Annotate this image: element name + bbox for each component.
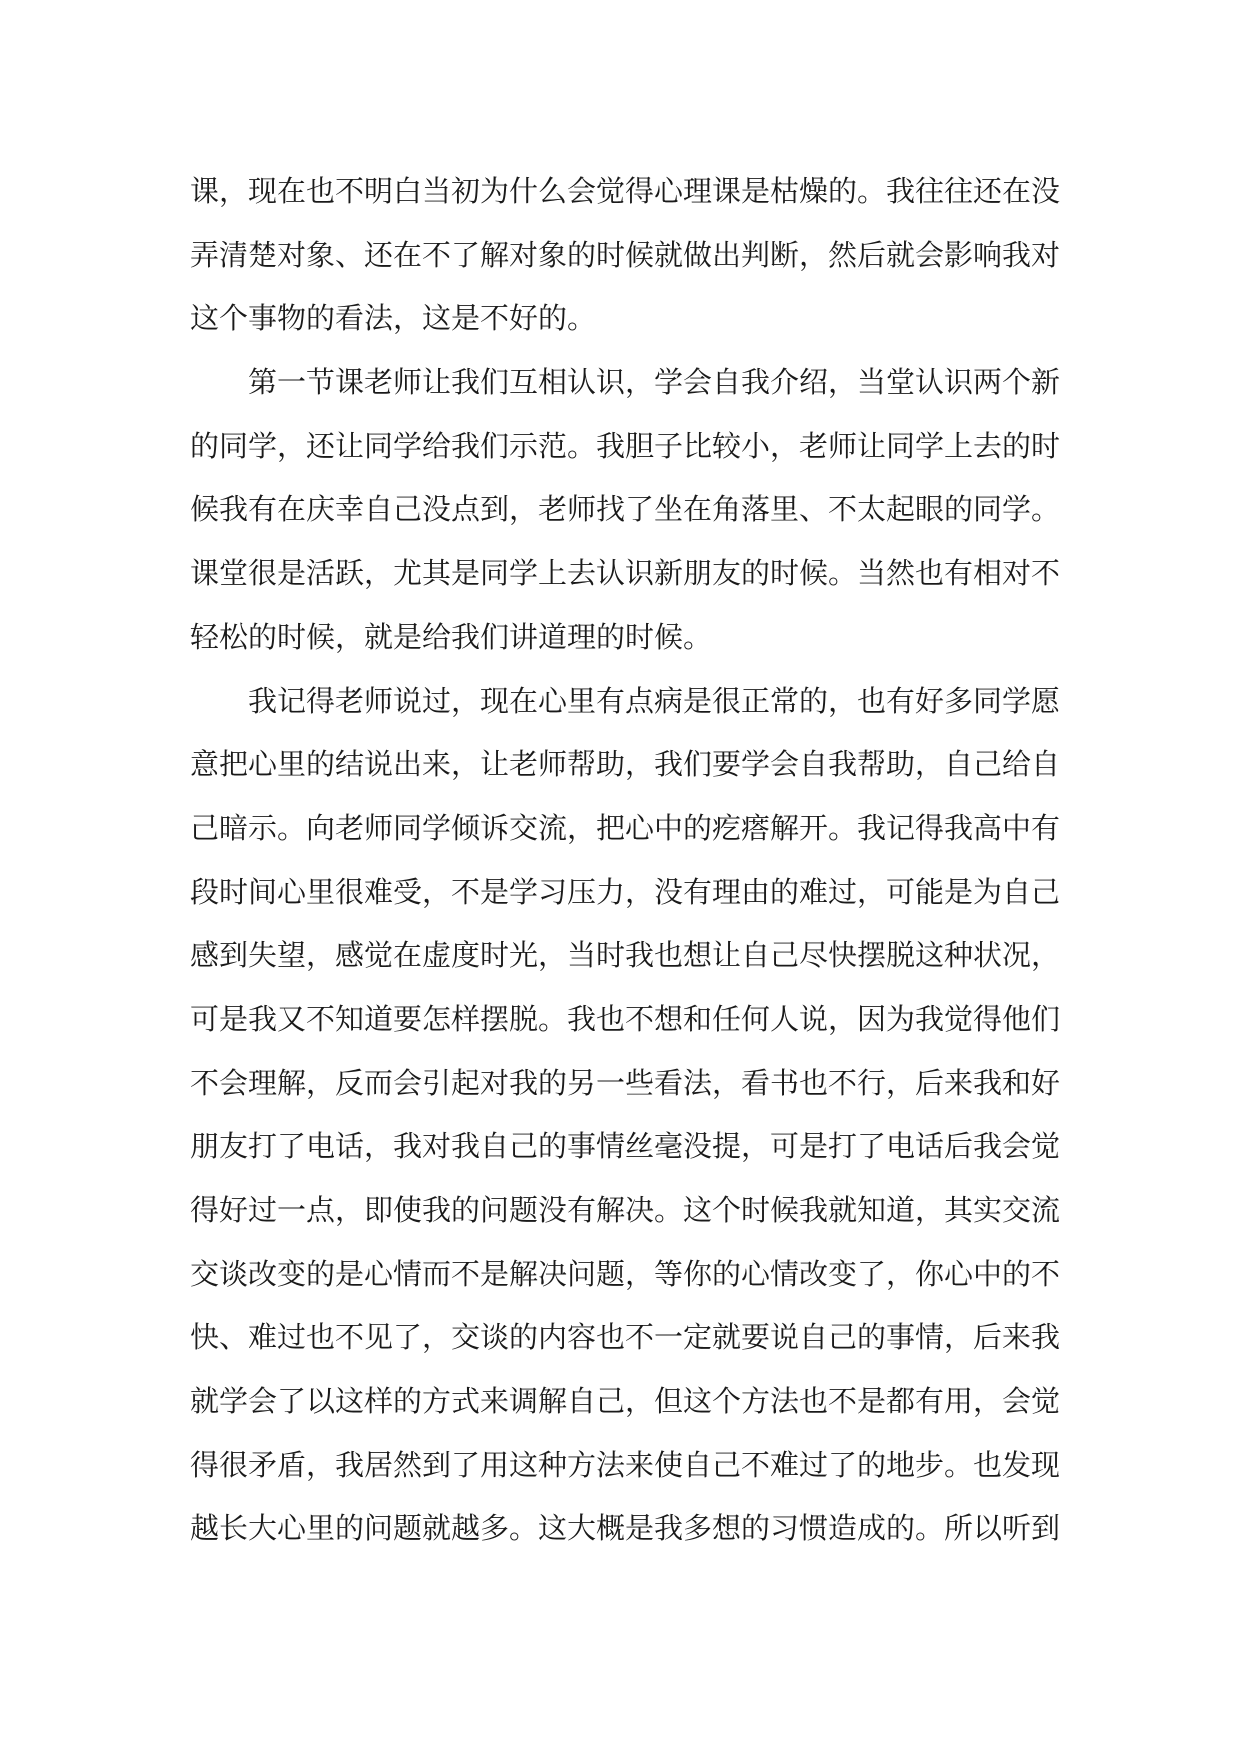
text-line: 的同学，还让同学给我们示范。我胆子比较小，老师让同学上去的时 — [190, 428, 1061, 463]
text-line: 段时间心里很难受，不是学习压力，没有理由的难过，可能是为自己 — [190, 874, 1061, 909]
text-line: 就学会了以这样的方式来调解自己，但这个方法也不是都有用，会觉 — [190, 1384, 1061, 1419]
text-line: 意把心里的结说出来，让老师帮助，我们要学会自我帮助，自己给自 — [190, 747, 1061, 782]
text-line: 己暗示。向老师同学倾诉交流，把心中的疙瘩解开。我记得我高中有 — [190, 810, 1061, 845]
text-line: 得很矛盾，我居然到了用这种方法来使自己不难过了的地步。也发现 — [190, 1447, 1061, 1482]
text-line: 交谈改变的是心情而不是解决问题，等你的心情改变了，你心中的不 — [190, 1256, 1061, 1291]
paragraph-1 — [190, 160, 1060, 351]
text-line: 可是我又不知道要怎样摆脱。我也不想和任何人说，因为我觉得他们 — [190, 1001, 1061, 1036]
text-line: 这个事物的看法，这是不好的。 — [190, 301, 597, 336]
text-line: 越长大心里的问题就越多。这大概是我多想的习惯造成的。所以听到 — [190, 1511, 1061, 1546]
text-line: 朋友打了电话，我对我自己的事情丝毫没提，可是打了电话后我会觉 — [190, 1129, 1061, 1164]
paragraph-3 — [190, 670, 1060, 1562]
text-line: 我记得老师说过，现在心里有点病是很正常的，也有好多同学愿 — [248, 683, 1061, 718]
text-line: 弄清楚对象、还在不了解对象的时候就做出判断，然后就会影响我对 — [190, 237, 1061, 272]
paragraph-2 — [190, 351, 1060, 669]
text-line: 轻松的时候，就是给我们讲道理的时候。 — [190, 619, 713, 654]
text-line: 不会理解，反而会引起对我的另一些看法，看书也不行，后来我和好 — [190, 1065, 1061, 1100]
text-line: 课，现在也不明白当初为什么会觉得心理课是枯燥的。我往往还在没 — [190, 174, 1061, 208]
text-line: 感到失望，感觉在虚度时光，当时我也想让自己尽快摆脱这种状况， — [190, 938, 1061, 973]
text-line: 候我有在庆幸自己没点到，老师找了坐在角落里、不太起眼的同学。 — [190, 492, 1061, 527]
text-line: 课堂很是活跃，尤其是同学上去认识新朋友的时候。当然也有相对不 — [190, 556, 1061, 591]
body-text — [190, 160, 1060, 1561]
text-line: 得好过一点，即使我的问题没有解决。这个时候我就知道，其实交流 — [190, 1193, 1061, 1227]
text-line: 快、难过也不见了，交谈的内容也不一定就要说自己的事情，后来我 — [190, 1320, 1061, 1355]
text-line: 第一节课老师让我们互相认识，学会自我介绍，当堂认识两个新 — [248, 365, 1061, 400]
